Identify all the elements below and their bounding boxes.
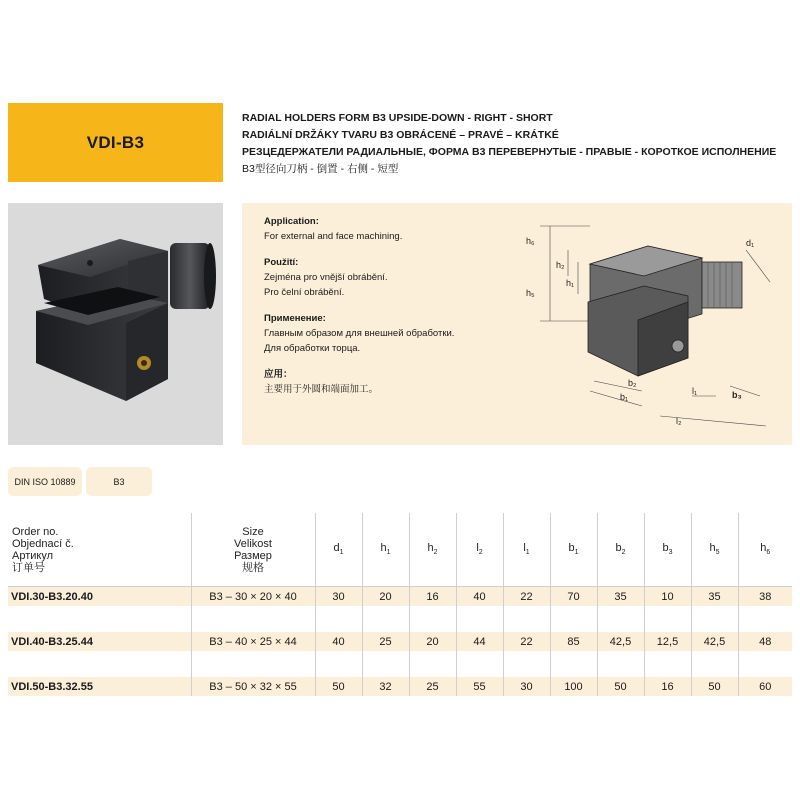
application-text-cz-1: Zejména pro vnější obrábění. bbox=[264, 272, 388, 283]
value-cell: 70 bbox=[550, 587, 597, 607]
value-cell: 22 bbox=[503, 587, 550, 607]
column-header: $l_2$ bbox=[456, 513, 503, 587]
value-cell: 50 bbox=[691, 677, 738, 696]
application-text bbox=[264, 214, 454, 397]
size-cell: B3 – 30 × 20 × 40 bbox=[191, 587, 315, 607]
dim-l2: l₂ bbox=[676, 416, 682, 426]
order-number: VDI.50-B3.32.55 bbox=[8, 677, 191, 696]
column-header: $d_1$ bbox=[315, 513, 362, 587]
form-badge-label: B3 bbox=[113, 476, 125, 487]
order-number: VDI.40-B3.25.44 bbox=[8, 632, 191, 651]
value-cell: 60 bbox=[738, 677, 792, 696]
dim-h1: h₁ bbox=[566, 278, 575, 288]
product-code-box bbox=[8, 103, 223, 182]
application-heading-cn: 应用： bbox=[264, 369, 293, 380]
application-text-cn: 主要用于外圆和端面加工。 bbox=[264, 384, 379, 395]
value-cell: 48 bbox=[738, 632, 792, 651]
standard-badge bbox=[8, 467, 82, 496]
value-cell: 16 bbox=[644, 677, 691, 696]
column-header: $l_1$ bbox=[503, 513, 550, 587]
value-cell: 30 bbox=[315, 587, 362, 607]
application-heading-en: Application: bbox=[264, 216, 319, 227]
value-cell: 38 bbox=[738, 587, 792, 607]
column-header: $b_3$ bbox=[644, 513, 691, 587]
dim-b3: b₃ bbox=[732, 390, 742, 400]
product-photo bbox=[8, 203, 223, 445]
title-cn: B3型径向刀柄 - 倒置 - 右侧 - 短型 bbox=[242, 163, 399, 175]
title-block bbox=[242, 110, 776, 178]
table-header-row bbox=[8, 513, 792, 587]
value-cell: 40 bbox=[315, 632, 362, 651]
column-header: $h_6$ bbox=[738, 513, 792, 587]
size-cell: B3 – 50 × 32 × 55 bbox=[191, 677, 315, 696]
application-text-ru-1: Главным образом для внешней обработки. bbox=[264, 328, 455, 339]
application-text-ru-2: Для обработки торца. bbox=[264, 343, 361, 354]
value-cell: 10 bbox=[644, 587, 691, 607]
product-code: VDI-B3 bbox=[86, 132, 145, 152]
title-cz: RADIÁLNÍ DRŽÁKY TVARU B3 OBRÁCENÉ – PRAVÉ – KRÁTKÉ bbox=[242, 129, 559, 141]
value-cell: 20 bbox=[409, 632, 456, 651]
value-cell: 20 bbox=[362, 587, 409, 607]
order-number: VDI.30-B3.20.40 bbox=[8, 587, 191, 607]
dim-b1: b₁ bbox=[620, 392, 629, 402]
dim-h5: h₅ bbox=[526, 288, 535, 298]
technical-drawing bbox=[520, 206, 790, 440]
value-cell: 22 bbox=[503, 632, 550, 651]
column-header: $h_2$ bbox=[409, 513, 456, 587]
application-heading-ru: Применение: bbox=[264, 313, 326, 324]
value-cell: 12,5 bbox=[644, 632, 691, 651]
table-row bbox=[8, 587, 792, 607]
value-cell: 25 bbox=[362, 632, 409, 651]
value-cell: 55 bbox=[456, 677, 503, 696]
value-cell: 30 bbox=[503, 677, 550, 696]
value-cell: 100 bbox=[550, 677, 597, 696]
size-column-header: Size Velikost Размер 规格 bbox=[191, 513, 315, 587]
table-row bbox=[8, 677, 792, 696]
value-cell: 35 bbox=[691, 587, 738, 607]
application-heading-cz: Použití: bbox=[264, 257, 299, 268]
column-header: $h_1$ bbox=[362, 513, 409, 587]
dim-h6: h₆ bbox=[526, 236, 535, 246]
value-cell: 25 bbox=[409, 677, 456, 696]
application-text-cz-2: Pro čelní obrábění. bbox=[264, 287, 345, 298]
tool-holder-illustration bbox=[8, 203, 223, 445]
value-cell: 50 bbox=[597, 677, 644, 696]
column-header: $b_1$ bbox=[550, 513, 597, 587]
title-ru: РЕЗЦЕДЕРЖАТЕЛИ РАДИАЛЬНЫЕ, ФОРМА B3 ПЕРЕВЕРНУТЫЕ - ПРАВЫЕ - КОРОТКОЕ ИСПОЛНЕНИЕ bbox=[242, 146, 777, 158]
dimensions-table bbox=[8, 513, 792, 696]
value-cell: 40 bbox=[456, 587, 503, 607]
column-header: $b_2$ bbox=[597, 513, 644, 587]
dim-b2: b₂ bbox=[628, 378, 637, 388]
dim-l1: l₁ bbox=[692, 386, 698, 396]
title-en: RADIAL HOLDERS FORM B3 UPSIDE-DOWN - RIGHT - SHORT bbox=[242, 112, 553, 124]
size-cell: B3 – 40 × 25 × 44 bbox=[191, 632, 315, 651]
dim-d1: d₁ bbox=[746, 238, 755, 248]
value-cell: 85 bbox=[550, 632, 597, 651]
value-cell: 16 bbox=[409, 587, 456, 607]
form-badge bbox=[86, 467, 152, 496]
order-column-header: Order no. Objednací č. Артикул 订单号 bbox=[8, 513, 191, 587]
dim-h2: h₂ bbox=[556, 260, 565, 270]
standard-badge-label: DIN ISO 10889 bbox=[14, 476, 76, 487]
value-cell: 44 bbox=[456, 632, 503, 651]
value-cell: 42,5 bbox=[691, 632, 738, 651]
value-cell: 35 bbox=[597, 587, 644, 607]
application-text-en: For external and face machining. bbox=[264, 231, 403, 242]
value-cell: 32 bbox=[362, 677, 409, 696]
value-cell: 42,5 bbox=[597, 632, 644, 651]
column-header: $h_5$ bbox=[691, 513, 738, 587]
value-cell: 50 bbox=[315, 677, 362, 696]
table-row bbox=[8, 632, 792, 651]
